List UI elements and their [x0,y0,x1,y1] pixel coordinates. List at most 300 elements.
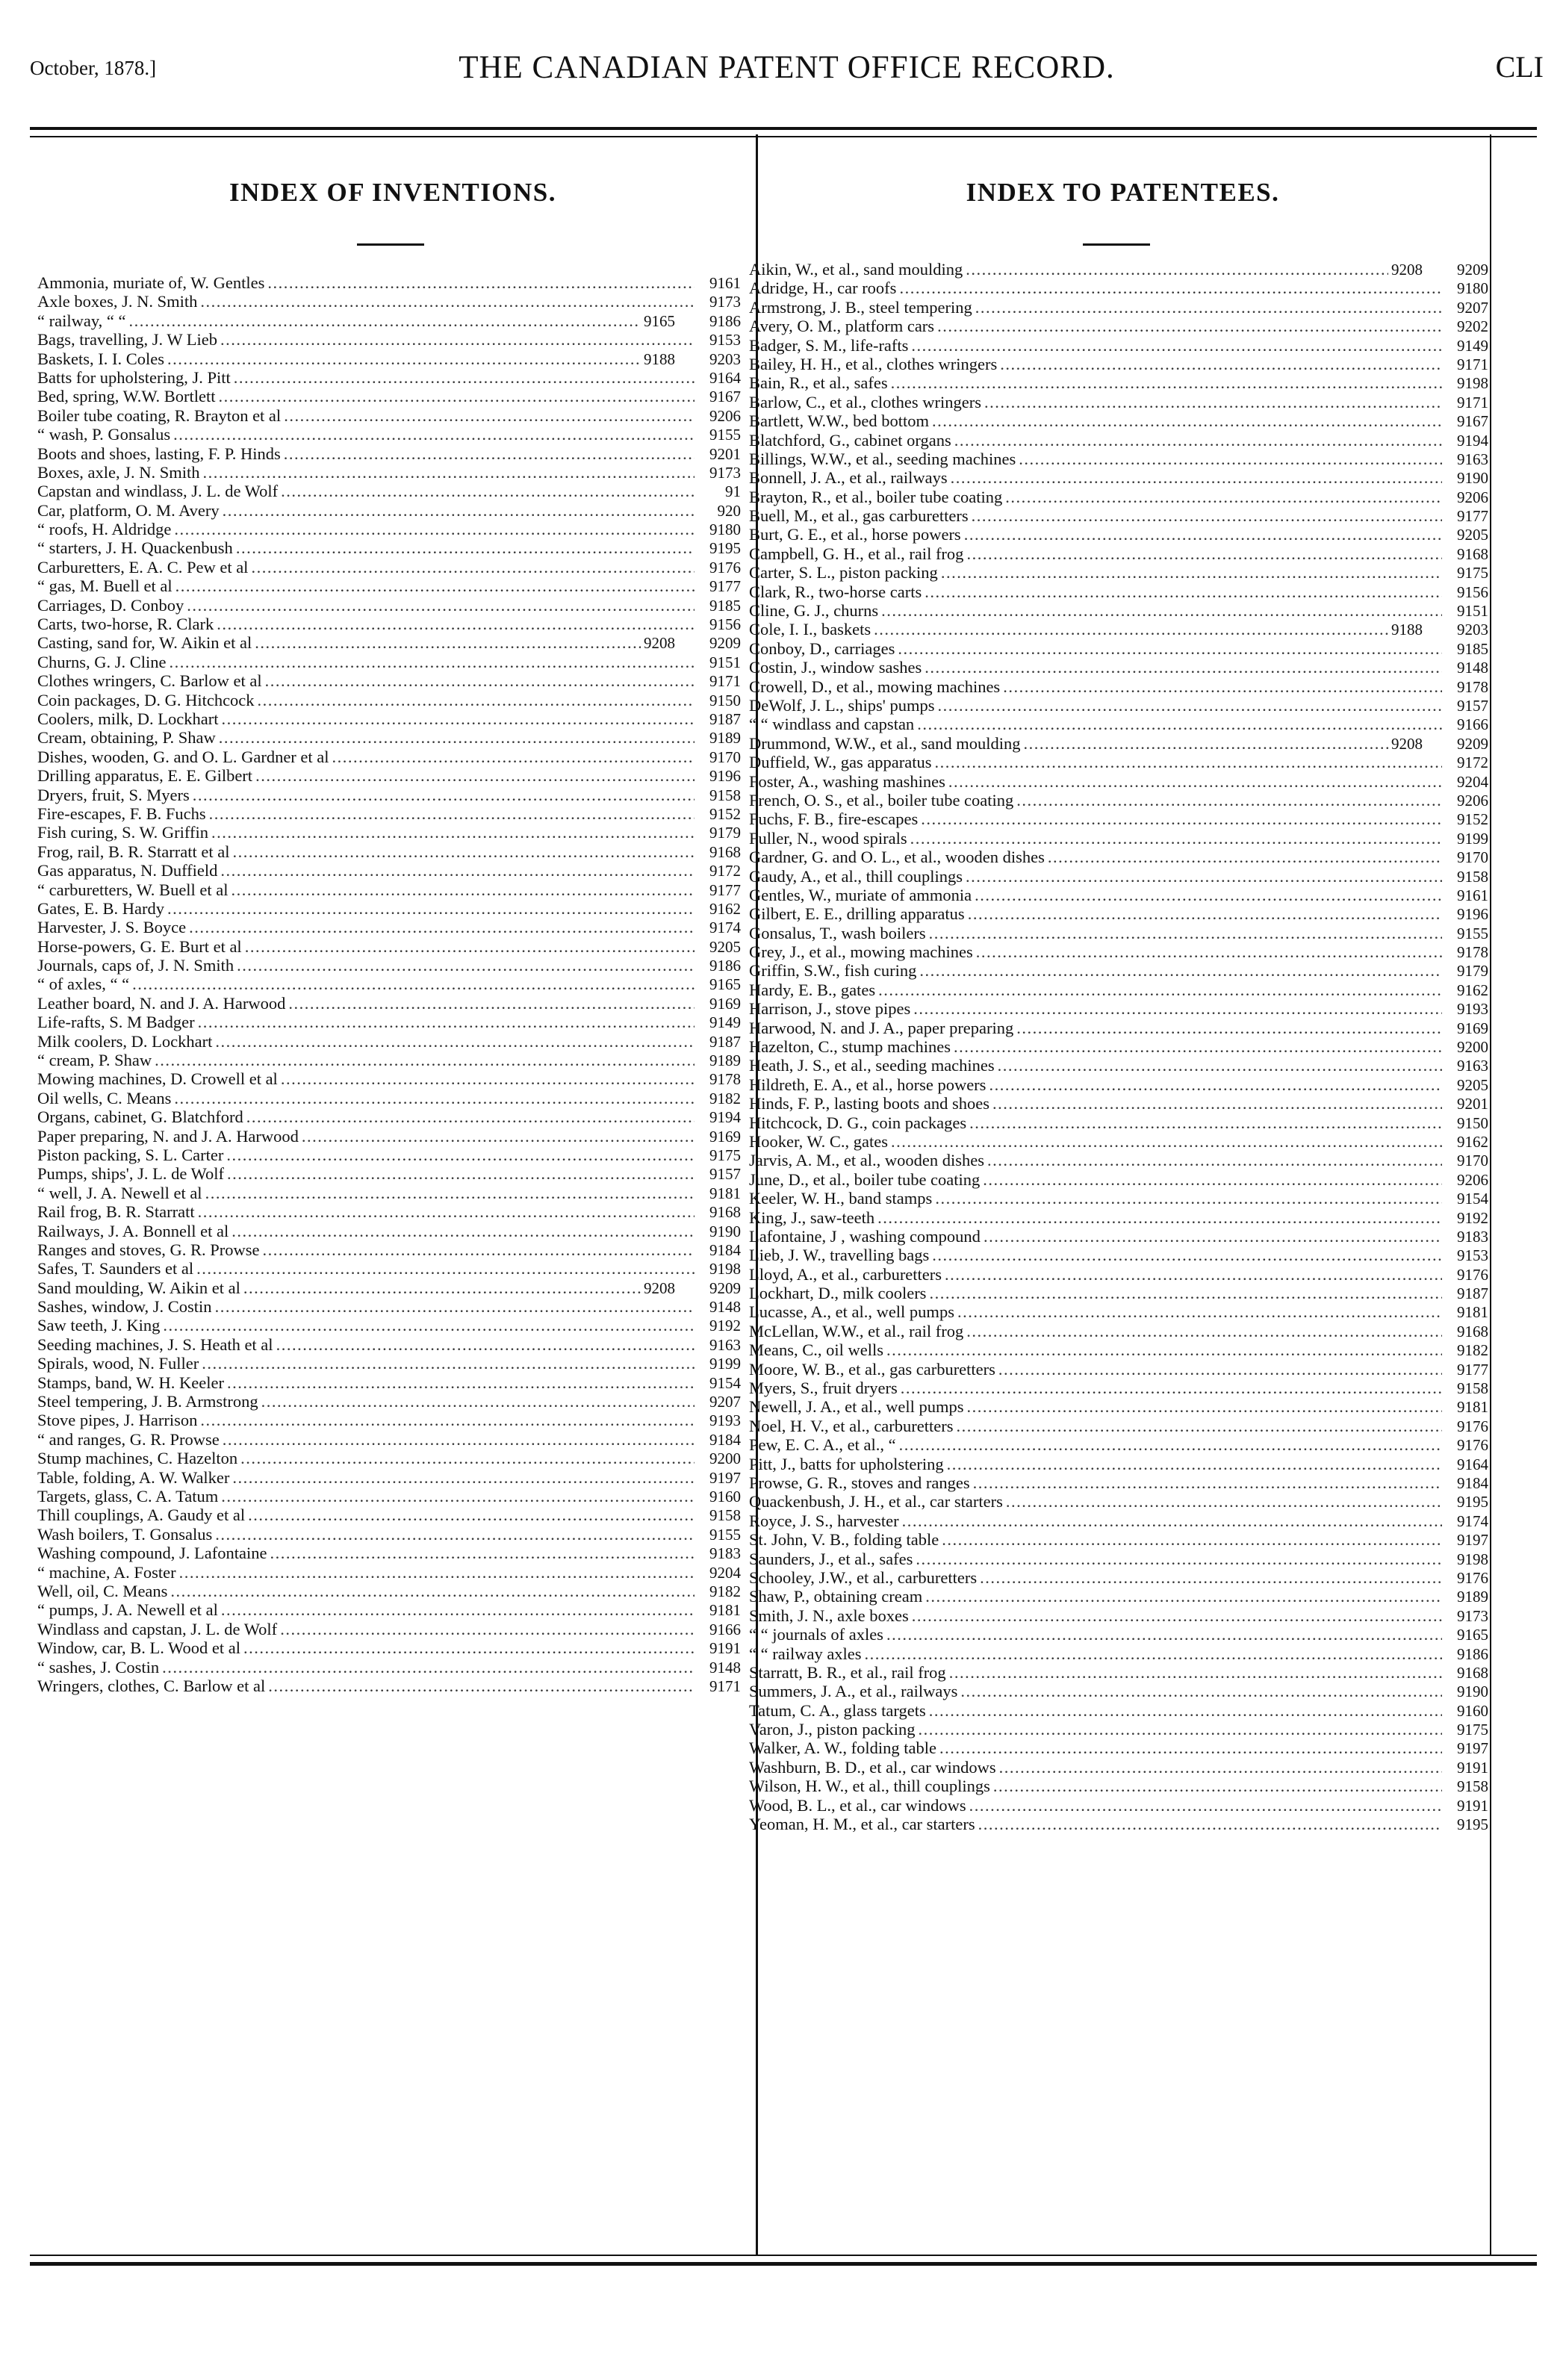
dot-leader [251,558,695,577]
index-entry [749,1530,1488,1549]
entry-patent-number: 9195 [1457,1493,1488,1511]
index-entry [749,488,1488,506]
entry-patent-number: 9190 [1457,1683,1488,1701]
dot-leader [255,766,695,785]
entry-subject: Walker, A. W., folding table [749,1739,936,1758]
index-entry [37,387,741,406]
entry-subject: Prowse, G. R., stoves and ranges [749,1473,970,1492]
index-entry [749,355,1488,373]
dot-leader [232,1222,695,1240]
dot-leader [925,582,1442,601]
index-entry [749,1682,1488,1700]
entry-patent-number: 9189 [709,729,741,748]
entry-patent-number: 9164 [1457,1455,1488,1473]
entry-patent-number: 9173 [709,293,741,311]
dot-leader [227,1164,695,1183]
index-entry [749,1511,1488,1530]
entry-subject: Armstrong, J. B., steel tempering [749,297,972,317]
entry-subject: Quackenbush, J. H., et al., car starters [749,1492,1003,1511]
entry-patent-number: 9184 [709,1430,741,1449]
entry-patent-number: 9175 [1457,1721,1488,1739]
entry-patent-number: 9183 [1457,1227,1488,1246]
entry-patent-number: 9179 [709,824,741,842]
entry-subject: Railways, J. A. Bonnell et al [37,1221,229,1240]
entry-patent-number: 9205 [1457,1075,1488,1094]
index-entry [37,842,741,861]
dot-leader [170,1582,695,1600]
index-entry [37,1563,741,1582]
entry-subject: Batts for upholstering, J. Pitt [37,367,231,387]
entry-patent-number: 9190 [709,1222,741,1240]
entry-subject: Cole, I. I., baskets [749,620,871,639]
index-entry [749,677,1488,696]
dot-leader [179,1563,695,1582]
dot-leader [999,1758,1442,1777]
index-entry [749,1587,1488,1606]
entry-subject: Lieb, J. W., travelling bags [749,1246,930,1265]
entry-subject: Starratt, B. R., et al., rail frog [749,1662,946,1682]
index-entry [749,1075,1488,1094]
entry-patent-number: 9168 [1457,1322,1488,1340]
entry-subject: “ of axles, “ “ [37,975,130,994]
dot-leader [217,615,695,633]
entry-patent-number: 9187 [1457,1284,1488,1303]
entry-subject: Targets, glass, C. A. Tatum [37,1487,219,1506]
entry-subject: Griffin, S.W., fish curing [749,961,917,981]
index-entry [37,538,741,557]
dot-leader [913,999,1442,1018]
entry-subject: “ cream, P. Shaw [37,1051,152,1070]
dot-leader [956,1417,1442,1435]
entry-subject: King, J., saw-teeth [749,1208,875,1227]
index-entry [37,1069,741,1088]
entry-subject: Baskets, I. I. Coles [37,349,164,368]
dot-leader [964,525,1442,544]
entry-alt-number: 9208 [1391,261,1423,279]
dot-leader [935,753,1442,771]
index-entry [37,786,741,804]
dot-leader [945,1265,1442,1284]
entry-patent-number: 9152 [1457,810,1488,829]
entry-subject: Harvester, J. S. Boyce [37,918,187,937]
entry-subject: DeWolf, J. L., ships' pumps [749,695,935,715]
entry-subject: “ “ windlass and capstan [749,715,915,734]
entry-patent-number: 9207 [1457,298,1488,317]
entry-subject: Fire-escapes, F. B. Fuchs [37,804,206,823]
entry-patent-number: 9177 [709,880,741,899]
dot-leader [219,387,695,406]
index-entry [37,330,741,349]
dot-leader [198,1202,695,1221]
index-entry [37,1506,741,1524]
entry-patent-number: 9160 [709,1488,741,1506]
entry-patent-number: 9168 [1457,1663,1488,1682]
index-entry [37,1259,741,1278]
entry-patent-number: 9195 [1457,1815,1488,1834]
entry-patent-number: 9160 [1457,1701,1488,1720]
dot-leader [173,425,695,444]
dot-leader [972,506,1442,525]
dot-leader [302,1127,695,1146]
entry-subject: Stove pipes, J. Harrison [37,1411,198,1430]
entry-patent-number: 9196 [1457,905,1488,924]
index-entry [37,748,741,766]
entry-subject: June, D., et al., boiler tube coating [749,1169,981,1189]
index-entry [749,1113,1488,1132]
entry-patent-number: 9177 [709,577,741,596]
dot-leader [1000,355,1442,373]
entry-subject: Means, C., oil wells [749,1340,883,1360]
index-entry [749,810,1488,828]
entry-subject: Gentles, W., muriate of ammonia [749,885,972,904]
entry-subject: Cream, obtaining, P. Shaw [37,728,216,748]
entry-patent-number: 9185 [1457,639,1488,658]
entry-subject: “ and ranges, G. R. Prowse [37,1429,220,1449]
entry-patent-number: 9201 [1457,1095,1488,1113]
dot-leader [891,373,1442,392]
entry-subject: Campbell, G. H., et al., rail frog [749,544,964,563]
entry-patent-number: 9162 [1457,981,1488,999]
index-entry [749,506,1488,525]
index-entry [37,1525,741,1544]
entry-subject: Ammonia, muriate of, W. Gentles [37,273,265,292]
right-border-line [1490,134,1491,2255]
index-entry [37,501,741,520]
entry-subject: Mowing machines, D. Crowell et al [37,1069,278,1089]
index-entry [749,1435,1488,1454]
entry-patent-number: 9209 [709,1278,741,1297]
entry-subject: Carburetters, E. A. C. Pew et al [37,557,249,577]
index-entry [749,715,1488,733]
dot-leader [246,1107,695,1126]
entry-subject: St. John, V. B., folding table [749,1530,939,1550]
dot-leader [968,904,1442,923]
entry-patent-number: 9204 [1457,772,1488,791]
entry-patent-number: 9182 [709,1582,741,1600]
entry-patent-number: 9157 [709,1165,741,1184]
dot-leader [901,1379,1442,1397]
entry-subject: Boiler tube coating, R. Brayton et al [37,406,282,425]
entry-patent-number: 9151 [1457,602,1488,621]
entry-subject: Pew, E. C. A., et al., “ [749,1435,896,1455]
entry-subject: Burt, G. E., et al., horse powers [749,525,961,544]
dot-leader [916,1550,1442,1568]
entry-subject: Gas apparatus, N. Duffield [37,861,218,880]
index-entry [37,1127,741,1146]
entry-subject: Stump machines, C. Hazelton [37,1449,238,1468]
entry-subject: Organs, cabinet, G. Blatchford [37,1107,243,1127]
entry-subject: Aikin, W., et al., sand moulding [749,260,963,279]
dot-leader [1016,791,1442,810]
index-entry [37,918,741,936]
entry-subject: Boots and shoes, lasting, F. P. Hinds [37,444,281,463]
entry-subject: Pumps, ships', J. L. de Wolf [37,1164,224,1184]
dot-leader [998,1056,1442,1075]
index-entry [749,942,1488,961]
dot-leader [960,1682,1442,1700]
index-entry [749,1720,1488,1739]
dot-leader [227,1373,695,1392]
index-entry [749,468,1488,487]
entry-patent-number: 9198 [1457,374,1488,393]
entry-subject: Varon, J., piston packing [749,1720,916,1739]
entry-subject: Leather board, N. and J. A. Harwood [37,993,286,1013]
entry-subject: Hooker, W. C., gates [749,1131,888,1151]
dot-leader [187,596,695,615]
dot-leader [942,1530,1442,1549]
entry-subject: Bonnell, J. A., et al., railways [749,468,948,488]
entry-subject: Safes, T. Saunders et al [37,1259,194,1278]
index-entry [749,961,1488,980]
entry-patent-number: 9168 [709,842,741,861]
entry-patent-number: 9187 [709,709,741,728]
entry-alt-number: 9208 [1391,734,1423,753]
index-entry [37,368,741,387]
entry-patent-number: 9202 [1457,317,1488,336]
index-entry [37,1658,741,1677]
index-entry [37,956,741,975]
dot-leader [951,468,1442,487]
index-entry [749,772,1488,791]
index-entry [37,1202,741,1221]
entry-patent-number: 9170 [1457,1152,1488,1170]
entry-subject: Axle boxes, J. N. Smith [37,292,198,311]
entry-patent-number: 9157 [1457,696,1488,715]
entry-patent-number: 9197 [1457,1531,1488,1550]
dot-leader [966,1397,1442,1416]
entry-patent-number: 9191 [709,1639,741,1658]
entry-patent-number: 9196 [709,767,741,786]
entry-subject: Heath, J. S., et al., seeding machines [749,1056,995,1075]
entry-subject: Sand moulding, W. Aikin et al [37,1278,240,1297]
dot-leader [966,1322,1442,1340]
entry-subject: Fuller, N., wood spirals [749,828,907,848]
index-entry [37,1184,741,1202]
entry-patent-number: 9153 [1457,1246,1488,1265]
dot-leader [174,1089,695,1107]
entry-subject: Churns, G. J. Cline [37,652,167,671]
index-entry [37,596,741,615]
entry-subject: Carter, S. L., piston packing [749,563,938,582]
entry-patent-number: 9197 [709,1468,741,1487]
entry-subject: Ranges and stoves, G. R. Prowse [37,1240,260,1259]
index-entry [749,620,1488,639]
index-entry [749,279,1488,297]
entry-patent-number: 9184 [1457,1474,1488,1492]
index-entry [749,753,1488,771]
entry-subject: Gilbert, E. E., drilling apparatus [749,904,965,924]
entry-patent-number: 9178 [1457,677,1488,696]
entry-subject: Barlow, C., et al., clothes wringers [749,392,981,411]
dot-leader [255,633,641,652]
dot-leader [128,311,641,330]
entry-subject: Carriages, D. Conboy [37,595,184,615]
entry-patent-number: 9209 [1457,734,1488,753]
entry-patent-number: 9206 [709,406,741,425]
dot-leader [929,1284,1442,1302]
entry-subject: Lloyd, A., et al., carburetters [749,1264,942,1284]
entry-subject: “ railway, “ “ [37,311,126,330]
dot-leader [223,1430,695,1449]
journal-title: THE CANADIAN PATENT OFFICE RECORD. [459,50,1115,85]
entry-subject: Smith, J. N., axle boxes [749,1606,909,1625]
entry-patent-number: 9203 [709,349,741,368]
index-entry [749,1644,1488,1663]
entry-subject: Boxes, axle, J. N. Smith [37,462,200,482]
dot-leader [929,1701,1442,1720]
index-entry [749,904,1488,923]
dot-leader [886,1340,1442,1359]
entry-subject: Horse-powers, G. E. Burt et al [37,936,242,956]
entry-patent-number: 9154 [709,1373,741,1392]
index-entry [37,1278,741,1297]
entry-patent-number: 9148 [1457,659,1488,677]
entry-patent-number: 9189 [709,1051,741,1070]
entry-subject: Milk coolers, D. Lockhart [37,1031,213,1051]
entry-patent-number: 9198 [1457,1550,1488,1568]
entry-subject: Washing compound, J. Lafontaine [37,1544,267,1563]
entry-subject: Stamps, band, W. H. Keeler [37,1373,224,1392]
dot-leader [891,1132,1442,1151]
entry-patent-number: 9149 [1457,336,1488,355]
dot-leader [912,1606,1442,1625]
patentees-heading-rule [1083,243,1150,246]
entry-subject: Oil wells, C. Means [37,1088,172,1107]
entry-subject: Hinds, F. P., lasting boots and shoes [749,1094,989,1113]
index-entry [749,336,1488,355]
entry-patent-number: 9187 [709,1032,741,1051]
entry-subject: Windlass and capstan, J. L. de Wolf [37,1619,278,1638]
index-entry [749,1625,1488,1644]
index-entry [37,577,741,595]
dot-leader [978,1815,1442,1833]
dot-leader [170,653,695,671]
entry-subject: French, O. S., et al., boiler tube coating [749,790,1014,810]
index-entry [37,406,741,425]
index-entry [749,1606,1488,1625]
entry-patent-number: 9172 [1457,754,1488,772]
dot-leader [1003,677,1442,696]
entry-patent-number: 9170 [709,748,741,766]
dot-leader [939,1739,1442,1757]
index-entry [37,1013,741,1031]
index-entry [37,1392,741,1411]
index-entry [37,463,741,482]
dot-leader [162,1658,695,1677]
entry-subject: “ starters, J. H. Quackenbush [37,538,233,558]
entry-subject: Clothes wringers, C. Barlow et al [37,671,262,691]
dot-leader [938,696,1443,715]
index-entry [37,349,741,368]
entry-subject: Summers, J. A., et al., railways [749,1682,958,1701]
entry-patent-number: 9205 [709,937,741,956]
entry-alt-number: 9188 [644,349,675,368]
entry-subject: Harwood, N. and J. A., paper preparing [749,1018,1014,1037]
entry-patent-number: 9153 [709,331,741,349]
dot-leader [957,1302,1442,1321]
dot-leader [954,431,1442,450]
dot-leader [948,772,1442,791]
dot-leader [226,1146,695,1164]
entry-subject: Clark, R., two-horse carts [749,582,922,601]
index-entry [37,1051,741,1069]
dot-leader [243,1278,641,1297]
index-entry [749,1170,1488,1189]
entry-subject: Gaudy, A., et al., thill couplings [749,866,963,886]
entry-patent-number: 9197 [1457,1739,1488,1758]
entry-subject: Newell, J. A., et al., well pumps [749,1397,964,1417]
index-entry [749,867,1488,886]
index-entry [749,582,1488,601]
entry-patent-number: 9191 [1457,1758,1488,1777]
entry-patent-number: 9155 [709,1525,741,1544]
entry-patent-number: 9200 [1457,1038,1488,1057]
index-entry [37,1620,741,1638]
entry-patent-number: 9171 [709,672,741,691]
dot-leader [976,942,1442,961]
dot-leader [877,1208,1442,1227]
index-entry [37,1449,741,1467]
index-entry [37,728,741,747]
dot-leader [925,1587,1442,1606]
entry-subject: Jarvis, A. M., et al., wooden dishes [749,1151,984,1170]
entry-subject: Gates, E. B. Hardy [37,898,164,918]
index-entry [37,880,741,899]
entry-patent-number: 9186 [1457,1644,1488,1663]
entry-patent-number: 9171 [709,1677,741,1695]
index-entry [749,1151,1488,1169]
entry-subject: “ pumps, J. A. Newell et al [37,1600,218,1620]
index-entry [749,639,1488,658]
entry-subject: Bailey, H. H., et al., clothes wringers [749,354,998,373]
dot-leader [175,577,695,595]
entry-patent-number: 9166 [709,1620,741,1638]
dot-leader [284,444,695,463]
entry-patent-number: 9206 [1457,1170,1488,1189]
index-entry [37,520,741,538]
entry-patent-number: 9163 [1457,450,1488,468]
index-entry [749,1796,1488,1815]
dot-leader [998,1360,1442,1379]
entry-alt-number: 9208 [644,634,675,653]
entry-subject: Keeler, W. H., band stamps [749,1189,933,1208]
dot-leader [911,336,1442,355]
entry-subject: Spirals, wood, N. Fuller [37,1354,199,1373]
dot-leader [899,1435,1442,1454]
entry-patent-number: 9190 [1457,469,1488,488]
index-entry [749,999,1488,1018]
entry-subject: Wilson, H. W., et al., thill couplings [749,1777,990,1796]
index-entry [749,1056,1488,1075]
dot-leader [132,975,695,993]
entry-patent-number: 9193 [1457,1000,1488,1019]
entry-subject: Casting, sand for, W. Aikin et al [37,633,252,653]
dot-leader [984,393,1442,411]
entry-subject: Coolers, milk, D. Lockhart [37,709,219,728]
entry-patent-number: 9193 [709,1411,741,1430]
dot-leader [966,544,1442,563]
index-entry [749,1094,1488,1113]
dot-leader [232,1468,695,1487]
entry-subject: Rail frog, B. R. Starratt [37,1202,195,1222]
entry-subject: Hildreth, E. A., et al., horse powers [749,1075,986,1094]
dot-leader [219,728,695,747]
entry-subject: Moore, W. B., et al., gas carburetters [749,1359,995,1379]
entry-patent-number: 9184 [709,1240,741,1259]
dot-leader [209,804,695,823]
index-entry [749,696,1488,715]
dot-leader [200,1411,695,1429]
